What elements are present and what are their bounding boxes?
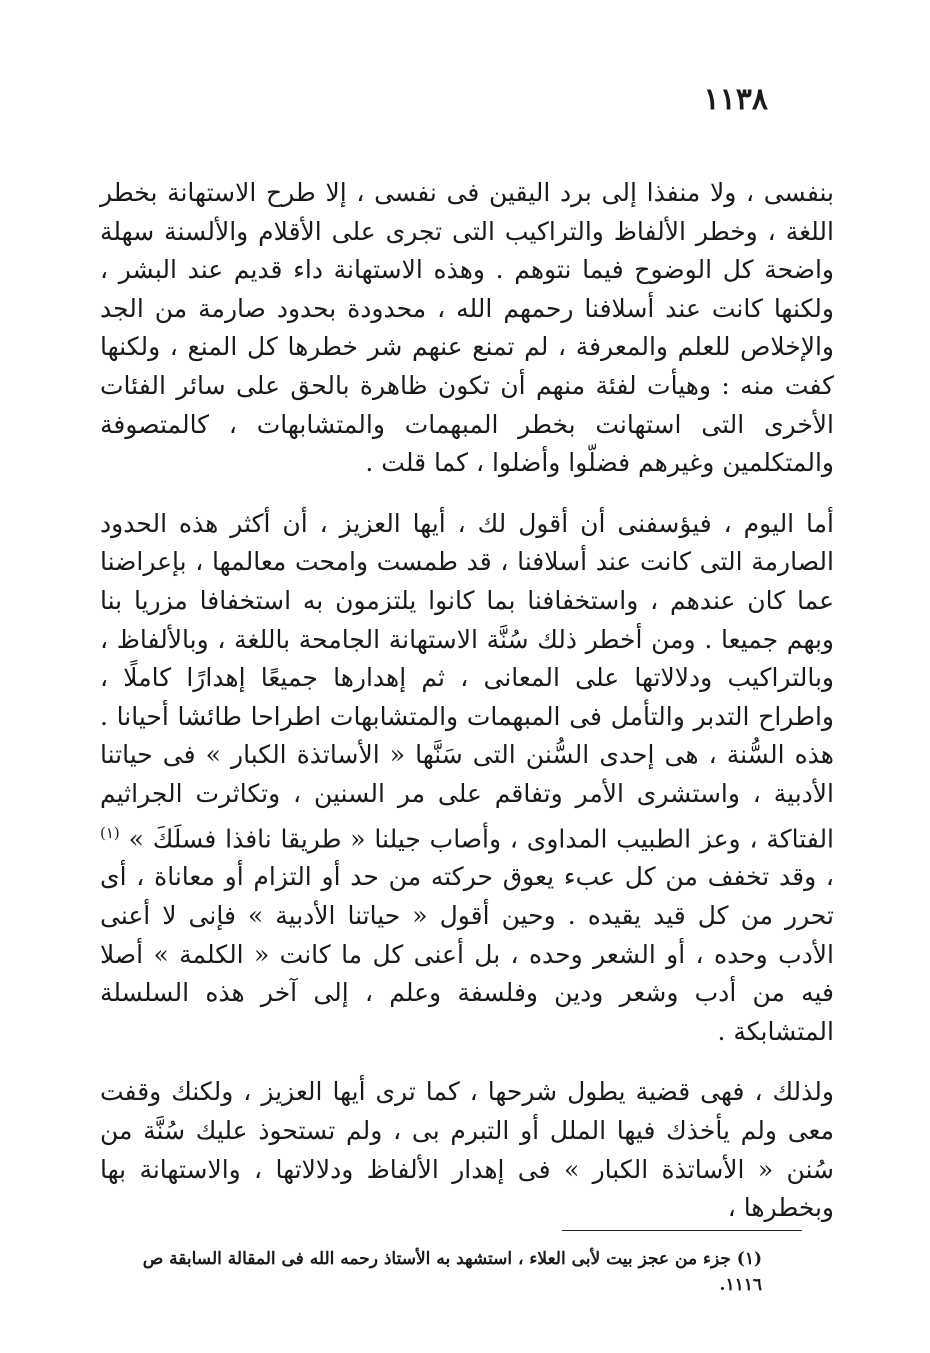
paragraph-1: بنفسى ، ولا منفذا إلى برد اليقين فى نفسى ، إلا طرح الاستهانة بخطر اللغة ، وخطر الألفاظ والتراكيب التى تجرى على الأقلام والألسنة سهلة واضحة كل الوضوح فيما نتوهم . وهذه الاستهانة داء قديم عند البشر ، ولكنها كانت عند أسلافنا رحمهم الله ، محدودة بحدود صارمة من الجد والإخلاص للعلم والمعرفة ، لم تمنع عنهم شر خطرها كل المنع ، ولكنها كفت منه : وهيأت لفئة منهم أن تكون ظاهرة بالحق على سائر الفئات الأخرى التى استهانت بخطر المبهمات والمتشابهات ، كالمتصوفة والمتكلمين وغيرهم فضلّوا وأضلوا ، كما قلت . bbox=[100, 178, 834, 478]
paragraph-3: ولذلك ، فهى قضية يطول شرحها ، كما ترى أيها العزيز ، ولكنك وقفت معى ولم يأخذك فيها الملل أو التبرم بى ، ولم تستحوذ عليك سُنَّة من سُنن « الأساتذة الكبار » فى إهدار الألفاظ ودلالاتها ، والاستهانة بها وبخطرها ، bbox=[100, 1077, 834, 1223]
footnote-divider bbox=[562, 1230, 802, 1231]
footnote: (١) جزء من عجز بيت لأبى العلاء ، استشهد به الأستاذ رحمه الله فى المقالة السابقة ص ١١١٦. bbox=[142, 1249, 762, 1295]
footnote-reference[interactable]: (١) bbox=[100, 823, 120, 842]
paragraph-2-continuation: ، وقد تخفف من كل عبء يعوق حركته من حد أو التزام أو معاناة ، أى تحرر من كل قيد يقيده . وحين أقول « حياتنا الأدبية » فإنى لا أعنى الأدب وحده ، أو الشعر وحده ، بل أعنى كل ما كانت « الكلمة » أصلا فيه من أدب وشعر ودين وفلسفة وعلم ، إلى آخر هذه السلسلة المتشابكة . bbox=[100, 862, 834, 1046]
page-number: ١١٣٨ bbox=[703, 82, 768, 117]
paragraph-2 bbox=[100, 505, 834, 1052]
paragraph-2-text: أما اليوم ، فيؤسفنى أن أقول لك ، أيها العزيز ، أن أكثر هذه الحدود الصارمة التى كانت عند أسلافنا ، قد طمست وامحت معالمها ، بإعراضنا عما كان عندهم ، واستخفافنا بما كانوا يلتزمون به استخفافا مزريا بنا وبهم جميعا . ومن أخطر ذلك سُنَّة الاستهانة الجامحة باللغة ، وبالألفاظ ، وبالتراكيب ودلالاتها على المعانى ، ثم إهدارها جميعًا إهدارًا كاملًا ، واطراح التدبر والتأمل فى المبهمات والمتشابهات اطراحا طائشا أحيانا . هذه السُّنة ، هى إحدى السُّنن التى سَنَّها « الأساتذة الكبار » فى حياتنا الأدبية ، واستشرى الأمر وتفاقم على مر السنين ، وتكاثرت الجراثيم الفتاكة ، وعز الطبيب المداوى ، وأصاب جيلنا « طريقا نافذا فسلَكَ » bbox=[100, 508, 835, 853]
main-text bbox=[100, 174, 834, 1228]
